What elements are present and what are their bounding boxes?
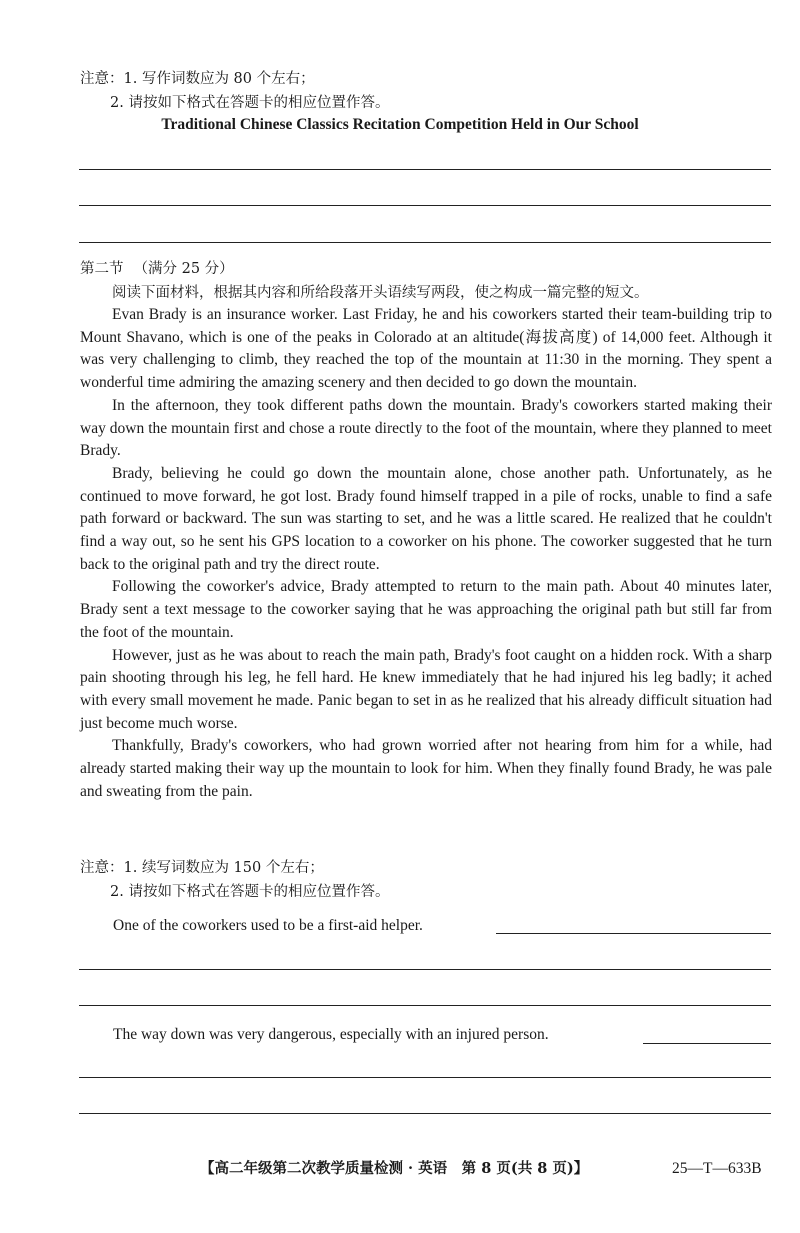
continuation-note-line2: 2. 请按如下格式在答题卡的相应位置作答。 [110, 884, 390, 900]
writing-note-line1: 注意：1. 写作词数应为 80 个左右； [80, 71, 315, 87]
story-paragraph: Brady, believing he could go down the mountain alone, chose another path. Unfortunately, as he continued to move forward, he got lost. Brady found himself trapped in a pile of rocks, unable to find a safe path forward or backward. The sun was starting to set, and he was a little scared. He realized that he couldn't find a way out, so he sent his GPS location to a coworker on his phone. The coworker suggested that he turn back to the original path and try the direct route. [80, 464, 772, 573]
story-paragraph: Thankfully, Brady's coworkers, who had grown worried after not hearing from him for a while, had already started making their way up the mountain to look for him. When they finally found Brady, he was pale and sweating from the pain. [80, 737, 772, 800]
footer-code: 25—T—633B [672, 1160, 762, 1177]
answer-line [79, 969, 771, 970]
continuation-note-line1: 注意：1. 续写词数应为 150 个左右； [80, 860, 324, 876]
answer-line [496, 933, 771, 934]
answer-line [79, 1077, 771, 1078]
paragraph-prompt-1: One of the coworkers used to be a first-aid helper. [113, 917, 423, 934]
answer-line [79, 242, 771, 243]
answer-line [79, 205, 771, 206]
story-text [80, 304, 772, 803]
page-footer [200, 1158, 780, 1180]
story-paragraph: However, just as he was about to reach the main path, Brady's foot caught on a hidden rock. With a sharp pain shooting through his leg, he fell hard. He knew immediately that he had injured his leg badly; it ached with every small movement he made. Panic began to set in as he realized that his already difficult situation had just become much worse. [80, 646, 772, 732]
essay-heading: Traditional Chinese Classics Recitation Competition Held in Our School [161, 116, 639, 133]
story-paragraph: In the afternoon, they took different paths down the mountain. Brady's coworkers started making their way down the mountain first and chose a route directly to the foot of the mountain, where they planned to meet Brady. [80, 396, 772, 460]
answer-line [79, 1113, 771, 1114]
writing-note-line2: 2. 请按如下格式在答题卡的相应位置作答。 [110, 95, 390, 111]
answer-line [79, 169, 771, 170]
paragraph-prompt-2: The way down was very dangerous, especially with an injured person. [113, 1026, 549, 1043]
story-paragraph: Evan Brady is an insurance worker. Last Friday, he and his coworkers started their team-building trip to Mount Shavano, which is one of the peaks in Colorado at an altitude(海拔高度) of 14,000 feet. Although it was very challenging to climb, they reached the top of the mountain at 11:30 in the morning. They spent a wonderful time admiring the amazing scenery and then decided to go down the mountain. [80, 306, 772, 392]
story-paragraph: Following the coworker's advice, Brady attempted to return to the main path. About 40 minutes later, Brady sent a text message to the coworker saying that he was approaching the original path but still far from the foot of the mountain. [80, 578, 772, 641]
section-instruction: 阅读下面材料，根据其内容和所给段落开头语续写两段，使之构成一篇完整的短文。 [112, 285, 649, 301]
section-score: （满分 25 分） [133, 261, 234, 277]
section-title-text: 第二节 [80, 261, 124, 277]
answer-line [643, 1043, 771, 1044]
section-title [80, 258, 234, 280]
answer-line [79, 1005, 771, 1006]
footer-title: 【高二年级第二次教学质量检测 · 英语 第 8 页(共 8 页)】 [200, 1160, 589, 1177]
